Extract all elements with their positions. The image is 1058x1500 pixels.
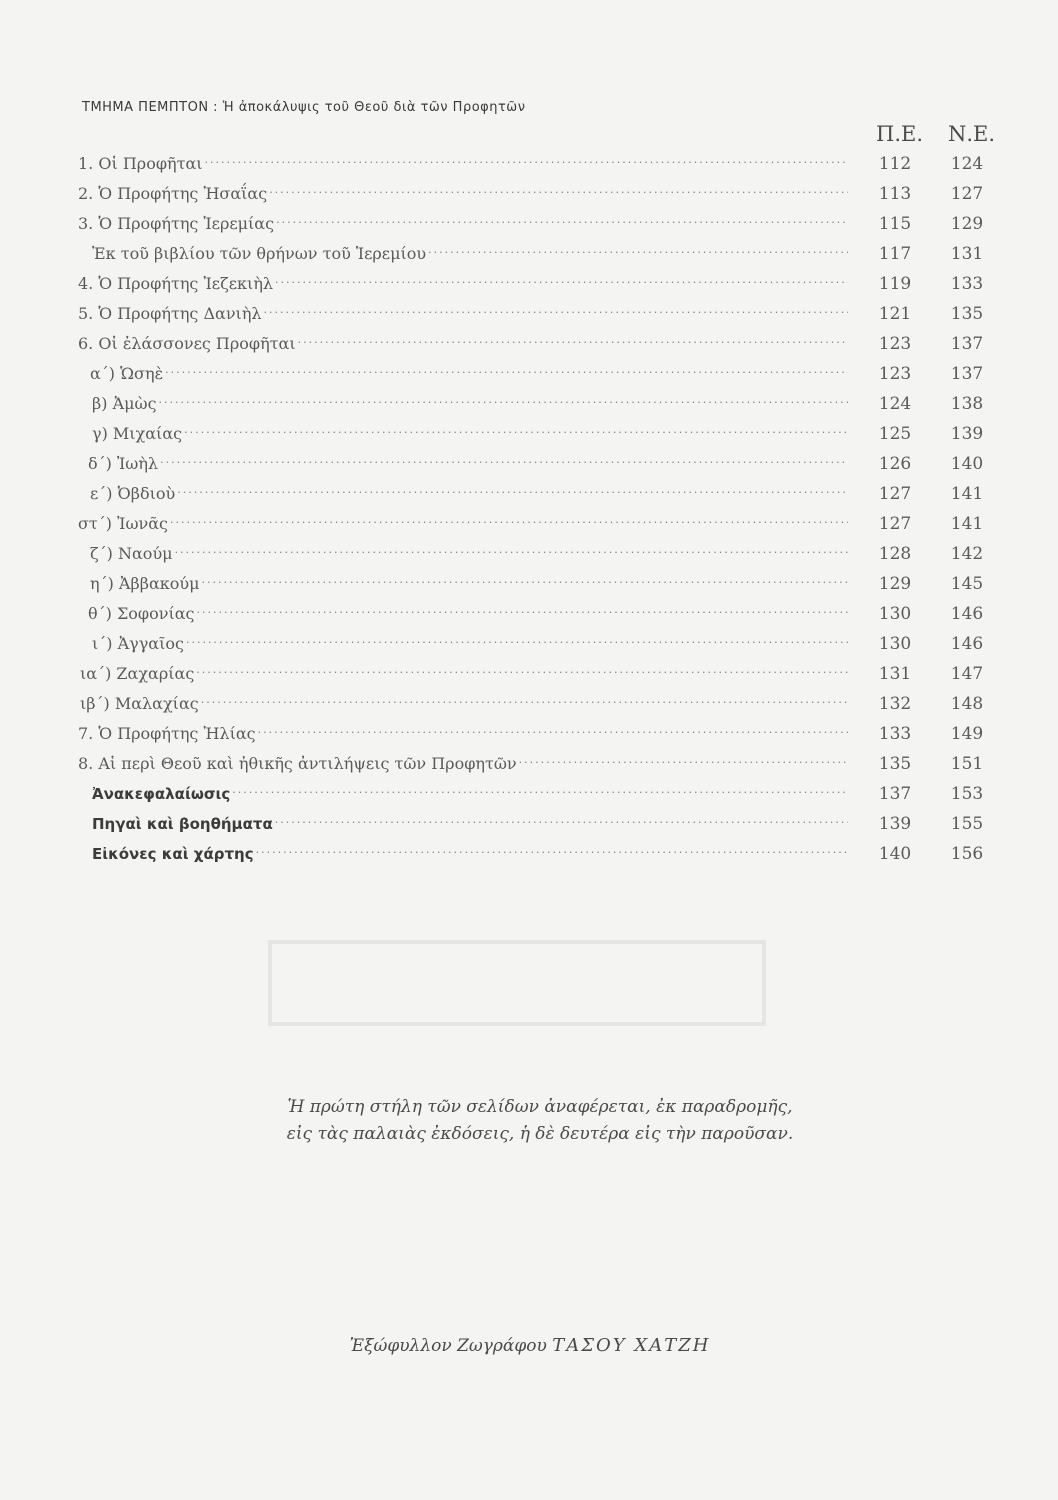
page-number-ne: 146 bbox=[950, 634, 984, 654]
leader-dots bbox=[258, 720, 848, 740]
leader-dots bbox=[256, 840, 848, 860]
toc-entry bbox=[90, 480, 848, 504]
toc-entry-label: 4. Ὁ Προφήτης Ἰεζεκιὴλ bbox=[78, 274, 274, 293]
toc-entry-label: Πηγαὶ καὶ βοηθήματα bbox=[92, 815, 273, 833]
page-number-pe: 112 bbox=[878, 154, 912, 174]
page-number-pe: 135 bbox=[878, 754, 912, 774]
toc-entry-label: β) Ἀμὼς bbox=[92, 394, 157, 413]
toc-entry bbox=[78, 180, 848, 204]
column-header-pe: Π.Ε. bbox=[876, 122, 923, 146]
toc-entry-label: 8. Αἱ περὶ Θεοῦ καὶ ἠθικῆς ἀντιλήψεις τῶν Προφητῶν bbox=[78, 754, 517, 773]
toc-entry bbox=[78, 270, 848, 294]
toc-entry-label: ζ΄) Ναούμ bbox=[90, 544, 173, 563]
toc-entry bbox=[92, 240, 848, 264]
page-number-ne: 142 bbox=[950, 544, 984, 564]
column-header-ne: Ν.Ε. bbox=[948, 122, 996, 146]
leader-dots bbox=[519, 750, 848, 770]
toc-entry bbox=[92, 420, 848, 444]
leader-dots bbox=[159, 390, 848, 410]
page-number-ne: 155 bbox=[950, 814, 984, 834]
page-number-pe: 128 bbox=[878, 544, 912, 564]
toc-entry bbox=[78, 330, 848, 354]
leader-dots bbox=[275, 810, 848, 830]
toc-entry bbox=[88, 600, 848, 624]
page-number-ne: 148 bbox=[950, 694, 984, 714]
toc-entry bbox=[90, 570, 848, 594]
toc-entry-label: Ἐκ τοῦ βιβλίου τῶν θρήνων τοῦ Ἱερεμίου bbox=[92, 244, 427, 263]
page-number-pe: 131 bbox=[878, 664, 912, 684]
toc-entry bbox=[80, 690, 848, 714]
page-number-pe: 137 bbox=[878, 784, 912, 804]
toc-entry-label: γ) Μιχαίας bbox=[92, 424, 183, 443]
page-number-ne: 124 bbox=[950, 154, 984, 174]
page-number-pe: 139 bbox=[878, 814, 912, 834]
page-number-ne: 156 bbox=[950, 844, 984, 864]
toc-entry-label: Εἰκόνες καὶ χάρτης bbox=[92, 845, 254, 863]
leader-dots bbox=[205, 150, 848, 170]
toc-entry-label: 2. Ὁ Προφήτης Ἠσαΐας bbox=[78, 184, 268, 203]
credit-prefix: Ἐξώφυλλον Ζωγράφου bbox=[349, 1336, 547, 1356]
toc-entry bbox=[78, 510, 848, 534]
leader-dots bbox=[264, 300, 848, 320]
credit-artist-name: ΤΑΣΟΥ ΧΑΤΖΗ bbox=[552, 1335, 711, 1356]
toc-entry bbox=[92, 390, 848, 414]
leader-dots bbox=[269, 180, 848, 200]
footnote-line-2: εἰς τὰς παλαιὰς ἐκδόσεις, ἡ δὲ δευτέρα εἰς τὴν παροῦσαν. bbox=[286, 1124, 794, 1144]
leader-dots bbox=[275, 270, 848, 290]
leader-dots bbox=[160, 450, 848, 470]
toc-entry-label: ι΄) Ἀγγαῖος bbox=[92, 634, 184, 653]
page-number-pe: 130 bbox=[878, 604, 912, 624]
leader-dots bbox=[197, 600, 848, 620]
page-number-ne: 135 bbox=[950, 304, 984, 324]
page-number-ne: 151 bbox=[950, 754, 984, 774]
toc-entry-label: θ΄) Σοφονίας bbox=[88, 604, 195, 623]
page-number-pe: 124 bbox=[878, 394, 912, 414]
leader-dots bbox=[202, 570, 848, 590]
toc-entry bbox=[92, 630, 848, 654]
cover-credit bbox=[250, 1335, 810, 1356]
footnote-line-1: Ἡ πρώτη στήλη τῶν σελίδων ἀναφέρεται, ἐκ παραδρομῆς, bbox=[287, 1097, 793, 1117]
leader-dots bbox=[177, 480, 848, 500]
toc-entry-label: Ἀνακεφαλαίωσις bbox=[92, 785, 231, 803]
page-number-ne: 131 bbox=[950, 244, 984, 264]
toc-entry-label: α΄) Ὡσηὲ bbox=[90, 364, 164, 383]
page-number-ne: 139 bbox=[950, 424, 984, 444]
page-number-pe: 127 bbox=[878, 484, 912, 504]
toc-entry-label: η΄) Ἀββακούμ bbox=[90, 574, 200, 593]
toc-entry-label: 5. Ὁ Προφήτης Δανιὴλ bbox=[78, 304, 262, 323]
toc-entry bbox=[92, 780, 848, 804]
toc-entry-label: δ΄) Ἰωὴλ bbox=[88, 454, 159, 473]
leader-dots bbox=[184, 420, 848, 440]
page-number-pe: 115 bbox=[878, 214, 912, 234]
toc-entry-label: στ΄) Ἰωνᾶς bbox=[78, 514, 168, 533]
footnote bbox=[190, 1094, 890, 1148]
section-header: ΤΜΗΜΑ ΠΕΜΠΤΟΝ : Ἡ ἀποκάλυψις τοῦ Θεοῦ διὰ τῶν Προφητῶν bbox=[82, 100, 526, 115]
page-number-pe: 117 bbox=[878, 244, 912, 264]
toc-entry-label: 1. Οἱ Προφῆται bbox=[78, 154, 203, 173]
page-number-ne: 141 bbox=[950, 484, 984, 504]
leader-dots bbox=[165, 360, 848, 380]
page-number-ne: 129 bbox=[950, 214, 984, 234]
page-number-ne: 145 bbox=[950, 574, 984, 594]
page-number-pe: 126 bbox=[878, 454, 912, 474]
page-number-ne: 133 bbox=[950, 274, 984, 294]
toc-entry bbox=[92, 810, 848, 834]
column-headers bbox=[870, 122, 996, 152]
toc-entry bbox=[78, 750, 848, 774]
page-number-pe: 123 bbox=[878, 334, 912, 354]
toc-entry bbox=[90, 360, 848, 384]
toc-entry-label: ιβ΄) Μαλαχίας bbox=[80, 694, 199, 713]
leader-dots bbox=[196, 660, 848, 680]
page-number-ne: 138 bbox=[950, 394, 984, 414]
leader-dots bbox=[175, 540, 848, 560]
leader-dots bbox=[298, 330, 848, 350]
page-number-pe: 133 bbox=[878, 724, 912, 744]
page-number-ne: 153 bbox=[950, 784, 984, 804]
page-number-pe: 130 bbox=[878, 634, 912, 654]
toc-entry-label: 6. Οἱ ἐλάσσονες Προφῆται bbox=[78, 334, 296, 353]
show-through-frame bbox=[268, 940, 766, 1026]
page-number-pe: 132 bbox=[878, 694, 912, 714]
toc-entry bbox=[78, 720, 848, 744]
page-number-ne: 137 bbox=[950, 364, 984, 384]
page-number-ne: 127 bbox=[950, 184, 984, 204]
leader-dots bbox=[170, 510, 848, 530]
leader-dots bbox=[186, 630, 848, 650]
leader-dots bbox=[428, 240, 848, 260]
page-number-ne: 140 bbox=[950, 454, 984, 474]
page-number-pe: 125 bbox=[878, 424, 912, 444]
page-number-ne: 137 bbox=[950, 334, 984, 354]
page-number-pe: 127 bbox=[878, 514, 912, 534]
page-number-pe: 140 bbox=[878, 844, 912, 864]
page-number-ne: 141 bbox=[950, 514, 984, 534]
leader-dots bbox=[276, 210, 848, 230]
page-number-pe: 119 bbox=[878, 274, 912, 294]
toc-entry bbox=[80, 660, 848, 684]
leader-dots bbox=[232, 780, 848, 800]
toc-entry-label: ια΄) Ζαχαρίας bbox=[80, 664, 195, 683]
toc-entry bbox=[78, 300, 848, 324]
page-number-pe: 123 bbox=[878, 364, 912, 384]
toc-entry bbox=[92, 840, 848, 864]
toc-entry bbox=[78, 150, 848, 174]
page-number-pe: 121 bbox=[878, 304, 912, 324]
toc-entry-label: 7. Ὁ Προφήτης Ἠλίας bbox=[78, 724, 256, 743]
page-number-pe: 129 bbox=[878, 574, 912, 594]
toc-entry bbox=[88, 450, 848, 474]
toc-entry-label: ε΄) Ὀβδιοὺ bbox=[90, 484, 176, 503]
page-number-ne: 147 bbox=[950, 664, 984, 684]
toc-entry bbox=[90, 540, 848, 564]
leader-dots bbox=[201, 690, 848, 710]
toc-entry bbox=[78, 210, 848, 234]
toc-entry-label: 3. Ὁ Προφήτης Ἱερεμίας bbox=[78, 214, 275, 233]
page-number-pe: 113 bbox=[878, 184, 912, 204]
page-number-ne: 149 bbox=[950, 724, 984, 744]
page-number-ne: 146 bbox=[950, 604, 984, 624]
